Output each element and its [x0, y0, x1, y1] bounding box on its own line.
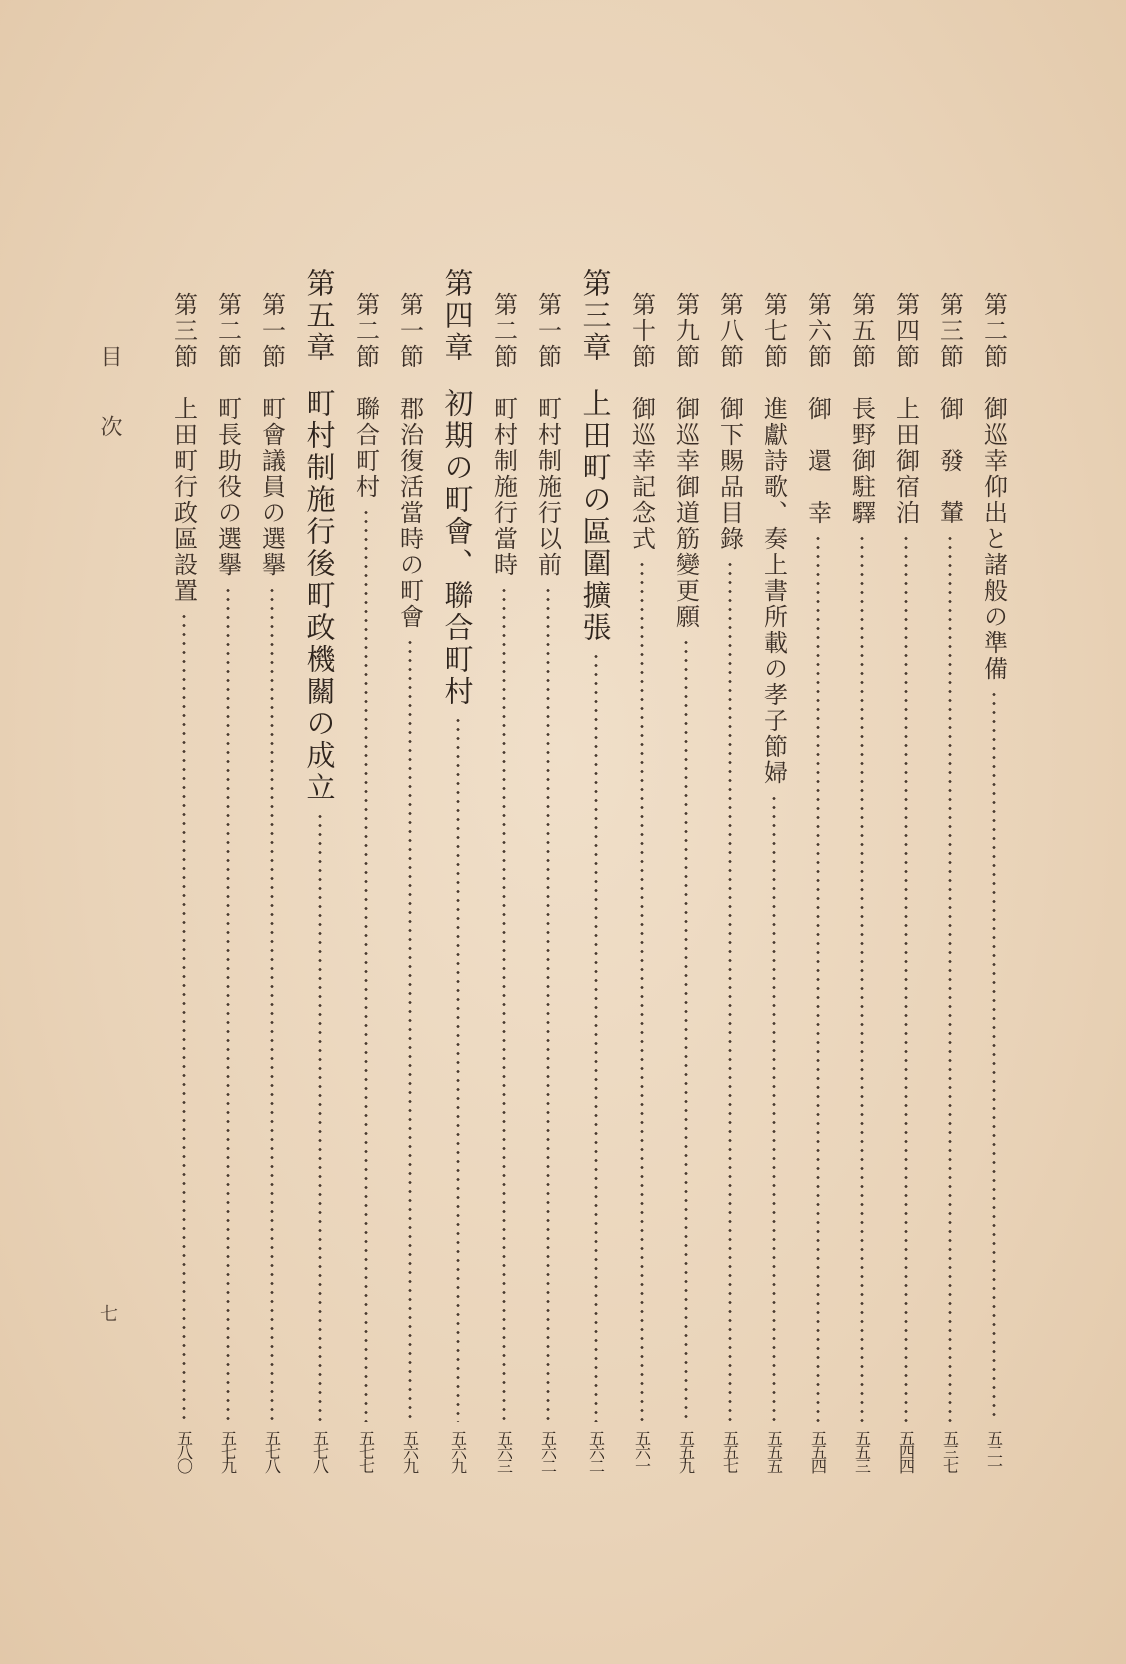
page-number: 五五七: [720, 1430, 740, 1472]
toc-entry: [210, 292, 246, 1492]
dot-leader: [182, 612, 186, 1422]
entry-title: 上田町行政區設置: [169, 396, 198, 604]
entry-number: 第二節: [351, 292, 380, 370]
page-number: 五五五: [764, 1430, 784, 1472]
toc-entry: [932, 292, 968, 1492]
entry-number: 第六節: [803, 292, 832, 370]
page-number: 五六九: [448, 1430, 468, 1472]
toc-entry: [756, 292, 792, 1492]
entry-title: 御 還 幸: [803, 396, 832, 526]
dot-leader: [948, 534, 952, 1422]
entry-title: 町會議員の選擧: [257, 396, 286, 578]
entry-title: 町村制施行以前: [533, 396, 562, 578]
dot-leader: [904, 534, 908, 1422]
entry-number: 第一節: [395, 292, 424, 370]
page-number: 五七九: [218, 1430, 238, 1472]
chapter-number: 第四章: [440, 268, 475, 364]
page-number: 五七八: [262, 1430, 282, 1472]
dot-leader: [408, 638, 412, 1422]
page-number: 五五九: [676, 1430, 696, 1472]
entry-title: 長野御駐驛: [847, 396, 876, 526]
entry-number: 第二節: [979, 292, 1008, 370]
toc-entry: [530, 292, 566, 1492]
toc-entry: [166, 292, 202, 1492]
entry-number: 第九節: [671, 292, 700, 370]
dot-leader: [728, 560, 732, 1422]
page-number: 五八〇: [174, 1430, 194, 1472]
toc-entry: [486, 292, 522, 1492]
dot-leader: [594, 652, 598, 1422]
folio-page-number: 七: [100, 1304, 118, 1325]
toc-entry: [844, 292, 880, 1492]
entry-number: 第十節: [627, 292, 656, 370]
toc-entry: [668, 292, 704, 1492]
entry-title: 御巡幸御道筋變更願: [671, 396, 700, 630]
dot-leader: [456, 716, 460, 1422]
entry-title: 御巡幸仰出と諸般の準備: [979, 396, 1008, 682]
page-number: 五六一: [632, 1430, 652, 1472]
dot-leader: [816, 534, 820, 1422]
entry-title: 聯合町村: [351, 396, 380, 500]
page-number: 五五三: [852, 1430, 872, 1472]
entry-number: 第二節: [213, 292, 242, 370]
page-number: 五七七: [356, 1430, 376, 1472]
page-number: 五七八: [310, 1430, 330, 1472]
toc-entry: [624, 292, 660, 1492]
running-title: 目次: [97, 345, 122, 485]
page-number: 五六二: [586, 1430, 606, 1472]
entry-title: 御 發 輦: [935, 396, 964, 526]
entry-title: 町長助役の選擧: [213, 396, 242, 578]
dot-leader: [640, 560, 644, 1422]
chapter-title: 町村制施行後町政機關の成立: [302, 388, 337, 804]
dot-leader: [226, 586, 230, 1422]
toc-entry: [348, 292, 384, 1492]
entry-title: 御下賜品目錄: [715, 396, 744, 552]
entry-number: 第五節: [847, 292, 876, 370]
dot-leader: [318, 812, 322, 1422]
entry-number: 第三節: [935, 292, 964, 370]
chapter-number: 第五章: [302, 268, 337, 364]
page-number: 五六九: [400, 1430, 420, 1472]
page-number: 五三七: [940, 1430, 960, 1472]
dot-leader: [502, 586, 506, 1422]
dot-leader: [992, 690, 996, 1422]
entry-number: 第二節: [489, 292, 518, 370]
entry-title: 上田御宿泊: [891, 396, 920, 526]
entry-number: 第一節: [257, 292, 286, 370]
page-number: 五四四: [896, 1430, 916, 1472]
toc-chapter: [578, 268, 614, 1492]
dot-leader: [270, 586, 274, 1422]
toc-entry: [254, 292, 290, 1492]
page-number: 五五四: [808, 1430, 828, 1472]
dot-leader: [364, 508, 368, 1422]
entry-title: 御巡幸記念式: [627, 396, 656, 552]
toc-entry: [976, 292, 1012, 1492]
toc-entry: [800, 292, 836, 1492]
toc-chapter: [302, 268, 338, 1492]
page-number: 五二一: [984, 1430, 1004, 1472]
entry-number: 第八節: [715, 292, 744, 370]
toc-chapter: [440, 268, 476, 1492]
page-number: 五六三: [494, 1430, 514, 1472]
entry-number: 第四節: [891, 292, 920, 370]
entry-number: 第一節: [533, 292, 562, 370]
entry-title: 町村制施行當時: [489, 396, 518, 578]
toc-entry: [712, 292, 748, 1492]
dot-leader: [772, 794, 776, 1422]
dot-leader: [860, 534, 864, 1422]
entry-number: 第七節: [759, 292, 788, 370]
dot-leader: [546, 586, 550, 1422]
chapter-title: 上田町の區圍擴張: [578, 388, 613, 644]
chapter-number: 第三章: [578, 268, 613, 364]
page-number: 五六二: [538, 1430, 558, 1472]
entry-number: 第三節: [169, 292, 198, 370]
entry-title: 郡治復活當時の町會: [395, 396, 424, 630]
entry-title: 進獻詩歌、奏上書所載の孝子節婦: [759, 396, 788, 786]
table-of-contents: [0, 268, 1126, 1492]
toc-entry: [888, 292, 924, 1492]
chapter-title: 初期の町會、聯合町村: [440, 388, 475, 708]
dot-leader: [684, 638, 688, 1422]
toc-entry: [392, 292, 428, 1492]
